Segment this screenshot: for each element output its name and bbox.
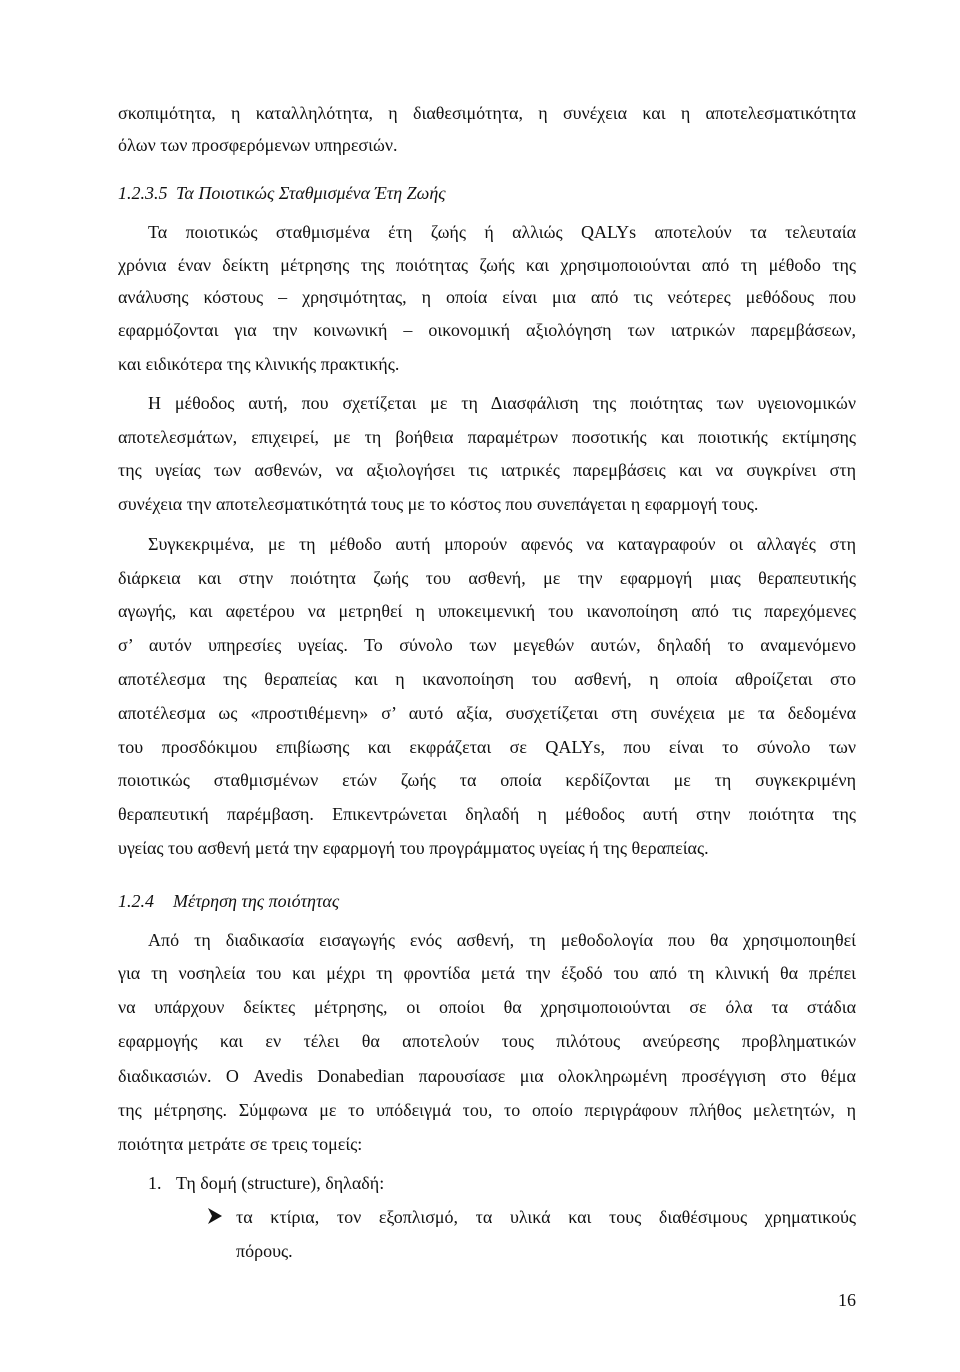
paragraph-line: σ’ αυτόν υπηρεσίες υγείας. Το σύνολο των μεγεθών αυτών, δηλαδή το αναμενόμενο (118, 635, 856, 655)
paragraph-line: εφαρμόζονται για την κοινωνική – οικονομική αξιολόγηση των ιατρικών παρεμβάσεων, (118, 320, 856, 340)
section-title: Τα Ποιοτικώς Σταθμισμένα Έτη Ζωής (176, 183, 446, 203)
paragraph-line: αποτέλεσμα της θεραπείας και η ικανοποίηση του ασθενή, η οποία αθροίζεται στο (118, 669, 856, 689)
paragraph-line: για τη νοσηλεία του και μέχρι τη φροντίδα μετά την έξοδό του από τη κλινική θα πρέπει (118, 963, 856, 983)
paragraph-line: ποιοτικώς σταθμισμένων ετών ζωής τα οποία κερδίζονται με τη συγκεκριμένη (118, 770, 856, 790)
bullet-line: πόρους. (236, 1241, 293, 1261)
paragraph-line: θεραπευτική παρέμβαση. Επικεντρώνεται δηλαδή η μέθοδος αυτή στην ποιότητα της (118, 804, 856, 824)
paragraph-line: διαδικασιών. Ο Avedis Donabedian παρουσίασε μια ολοκληρωμένη προσέγγιση στο θέμα (118, 1066, 856, 1086)
paragraph-line: υγείας του ασθενή μετά την εφαρμογή του προγράμματος υγείας ή της θεραπείας. (118, 838, 709, 858)
paragraph-line: εφαρμογής και εν τέλει θα αποτελούν τους πιλότους ανεύρεσης προβληματικών (118, 1031, 856, 1051)
paragraph-line: συνέχεια την αποτελεσματικότητά τους με το κόστος που συνεπάγεται η εφαρμογή τους. (118, 494, 759, 514)
paragraph-line: και ειδικότερα της κλινικής πρακτικής. (118, 354, 400, 374)
paragraph-line: της μέτρησης. Σύμφωνα με το υπόδειγμά του, το οποίο περιγράφουν πλήθος μελετητών, η (118, 1100, 856, 1120)
section-title: Μέτρηση της ποιότητας (173, 891, 340, 911)
paragraph-line: Από τη διαδικασία εισαγωγής ενός ασθενή, τη μεθοδολογία που θα χρησιμοποιηθεί (148, 930, 856, 950)
section-heading (118, 889, 339, 913)
arrowhead-bullet-icon (206, 1206, 224, 1226)
paragraph-line: του προσδόκιμου επιβίωσης και εκφράζεται σε QALYs, που είναι το σύνολο των (118, 737, 856, 757)
page-number: 16 (838, 1290, 856, 1310)
section-heading (118, 181, 446, 205)
list-marker: 1. (148, 1173, 162, 1193)
list-item (148, 1171, 384, 1195)
list-item-text: Τη δομή (structure), δηλαδή: (176, 1173, 385, 1193)
paragraph-line: χρόνια έναν δείκτη μέτρησης της ποιότητας ζωής και χρησιμοποιούνται από τη μέθοδο της (118, 255, 856, 275)
paragraph-line: αγωγής, και αφετέρου να μετρηθεί η υποκειμενική του ικανοποίηση από τις παρεχόμενες (118, 601, 856, 621)
paragraph-line: ανάλυσης κόστους – χρησιμότητας, η οποία είναι μια από τις νεότερες μεθόδους που (118, 287, 856, 307)
paragraph-line: της υγείας των ασθενών, να αξιολογήσει τις ιατρικές παρεμβάσεις και να συγκρίνει στη (118, 460, 856, 480)
paragraph-line: Η μέθοδος αυτή, που σχετίζεται με τη Διασφάλιση της ποιότητας των υγειονομικών (148, 393, 856, 413)
paragraph-line: αποτελεσμάτων, επιχειρεί, με τη βοήθεια παραμέτρων ποσοτικής και ποιοτικής εκτίμησης (118, 427, 856, 447)
paragraph-line: αποτέλεσμα ως «προστιθέμενη» σ’ αυτό αξία, συσχετίζεται στη συνέχεια με τα δεδομένα (118, 703, 856, 723)
paragraph-line: Τα ποιοτικώς σταθμισμένα έτη ζωής ή αλλιώς QALYs αποτελούν τα τελευταία (148, 222, 856, 242)
paragraph-line: να υπάρχουν δείκτες μέτρησης, οι οποίοι θα χρησιμοποιούνται σε όλα τα στάδια (118, 997, 856, 1017)
paragraph-line: όλων των προσφερόμενων υπηρεσιών. (118, 135, 398, 155)
section-number: 1.2.3.5 (118, 183, 168, 203)
paragraph-line: ποιότητα μετράτε σε τρεις τομείς: (118, 1134, 363, 1154)
bullet-line: τα κτίρια, τον εξοπλισμό, τα υλικά και τους διαθέσιμους χρηματικούς (236, 1207, 856, 1227)
section-number: 1.2.4 (118, 891, 154, 911)
paragraph-line: διάρκεια και στην ποιότητα ζωής του ασθενή, με την εφαρμογή μιας θεραπευτικής (118, 568, 856, 588)
paragraph-line: Συγκεκριμένα, με τη μέθοδο αυτή μπορούν αφενός να καταγραφούν οι αλλαγές στη (148, 534, 856, 554)
paragraph-line: σκοπιμότητα, η καταλληλότητα, η διαθεσιμότητα, η συνέχεια και η αποτελεσματικότητα (118, 103, 856, 123)
